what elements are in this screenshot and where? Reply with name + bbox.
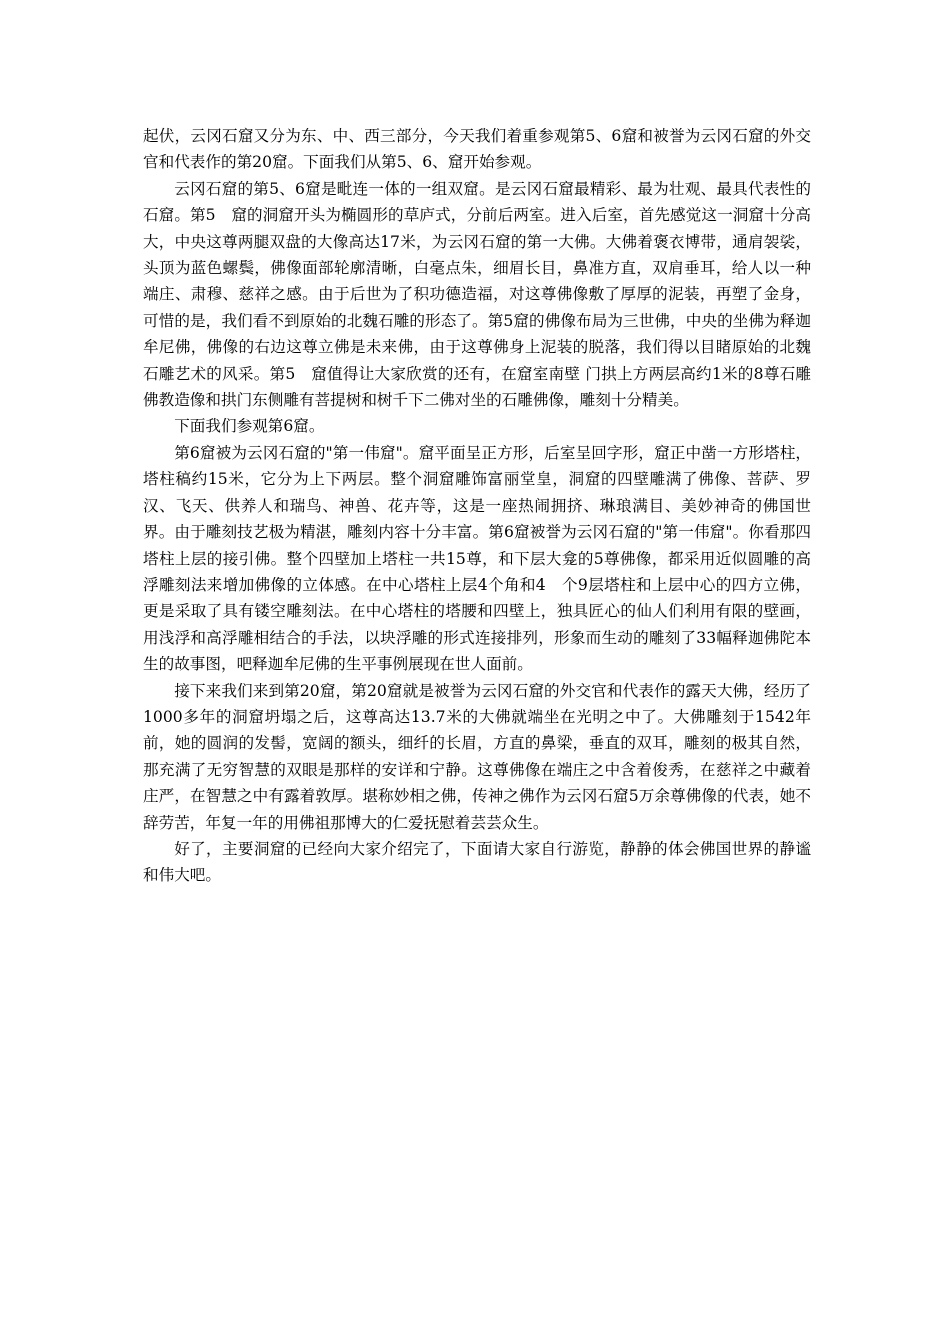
paragraph-continuation: 起伏，云冈石窟又分为东、中、西三部分，今天我们着重参观第5、6窟和被誉为云冈石窟的外交官和代表作的第20窟。下面我们从第5、6、窟开始参观。	[143, 127, 811, 172]
paragraph-visit-cave-6: 下面我们参观第6窟。	[174, 417, 325, 436]
paragraph-cave-6: 第6窟被为云冈石窟的"第一伟窟"。窟平面呈正方形，后室呈回字形，窟正中凿一方形塔柱，塔柱稿约15米，它分为上下两层。整个洞窟雕饰富丽堂皇，洞窟的四壁雕满了佛像、菩萨、罗汉、飞天、供养人和瑞鸟、神兽、花卉等，这是一座热闹拥挤、琳琅满目、美妙神奇的佛国世界。由于雕刻技艺极为精湛，雕刻内容十分丰富。第6窟被誉为云冈石窟的"第一伟窟"。你看那四塔柱上层的接引佛。整个四壁加上塔柱一共15尊，和下层大龛的5尊佛像，都采用近似圆雕的高浮雕刻法来增加佛像的立体感。在中心塔柱上层4个角和4 个9层塔柱和上层中心的四方立佛，更是采取了具有镂空雕刻法。在中心塔柱的塔腰和四壁上，独具匠心的仙人们利用有限的壁画，用浅浮和高浮雕相结合的手法，以块浮雕的形式连接排列，形象而生动的雕刻了33幅释迦佛陀本生的故事图，吧释迦牟尼佛的生平事例展现在世人面前。	[143, 443, 811, 674]
document-body	[143, 123, 811, 889]
paragraph-caves-5-6: 云冈石窟的第5、6窟是毗连一体的一组双窟。是云冈石窟最精彩、最为壮观、最具代表性的石窟。第5 窟的洞窟开头为椭圆形的草庐式，分前后两室。进入后室，首先感觉这一洞窟十分高大，中央这尊两腿双盘的大像高达17米，为云冈石窟的第一大佛。大佛着褒衣博带，通肩袈裟，头顶为蓝色螺鬓，佛像面部轮廓清晰，白毫点朱，细眉长目，鼻准方直，双肩垂耳，给人以一种端庄、肃穆、慈祥之感。由于后世为了积功德造福，对这尊佛像敷了厚厚的泥装，再塑了金身，可惜的是，我们看不到原始的北魏石雕的形态了。第5窟的佛像布局为三世佛，中央的坐佛为释迦牟尼佛，佛像的右边这尊立佛是未来佛，由于这尊佛身上泥装的脱落，我们得以目睹原始的北魏石雕艺术的风采。第5 窟值得让大家欣赏的还有，在窟室南壁 门拱上方两层高约1米的8尊石雕佛教造像和拱门东侧雕有菩提树和树千下二佛对坐的石雕佛像，雕刻十分精美。	[143, 179, 811, 410]
paragraph-closing: 好了，主要洞窟的已经向大家介绍完了，下面请大家自行游览，静静的体会佛国世界的静谧和伟大吧。	[143, 839, 811, 885]
paragraph-cave-20: 接下来我们来到第20窟，第20窟就是被誉为云冈石窟的外交官和代表作的露天大佛，经历了1000多年的洞窟坍塌之后，这尊高达13.7米的大佛就端坐在光明之中了。大佛雕刻于1542年前，她的圆润的发髻，宽阔的额头，细纤的长眉，方直的鼻梁，垂直的双耳，雕刻的极其自然，那充满了无穷智慧的双眼是那样的安详和宁静。这尊佛像在端庄之中含着俊秀，在慈祥之中藏着庄严，在智慧之中有露着敦厚。堪称妙相之佛，传神之佛作为云冈石窟5万余尊佛像的代表，她不辞劳苦，年复一年的用佛祖那博大的仁爱抚慰着芸芸众生。	[143, 681, 811, 832]
